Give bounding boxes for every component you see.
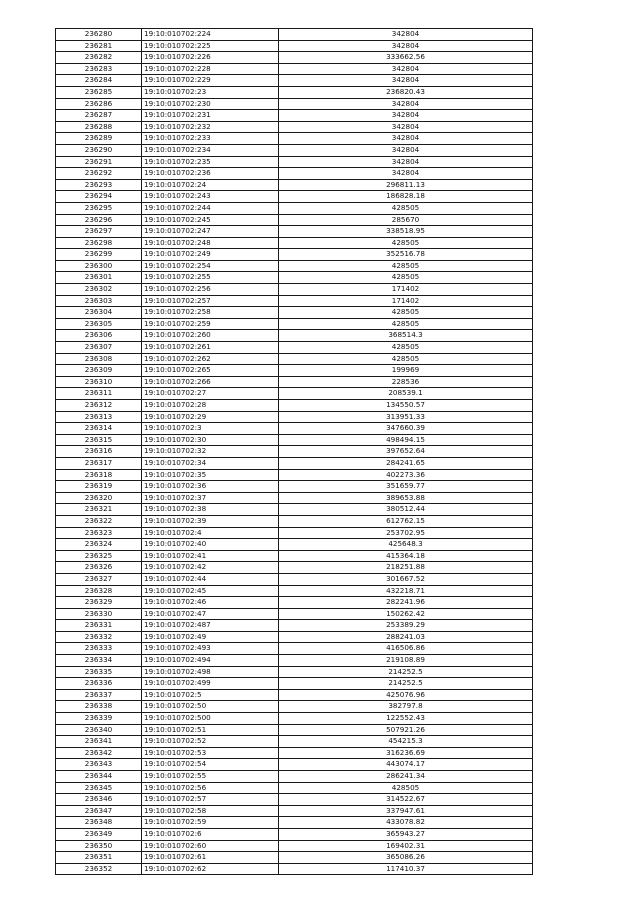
table-row xyxy=(56,631,533,643)
cadastral-number-cell: 19:10:010702:40 xyxy=(142,539,279,551)
value-cell: 342804 xyxy=(279,63,533,75)
table-row xyxy=(56,423,533,435)
cadastral-number-cell: 19:10:010702:244 xyxy=(142,202,279,214)
row-number-cell: 236314 xyxy=(56,423,142,435)
cadastral-number-cell: 19:10:010702:258 xyxy=(142,307,279,319)
table-row xyxy=(56,608,533,620)
row-number-cell: 236348 xyxy=(56,817,142,829)
row-number-cell: 236311 xyxy=(56,388,142,400)
value-cell: 432218.71 xyxy=(279,585,533,597)
cadastral-number-cell: 19:10:010702:494 xyxy=(142,655,279,667)
value-cell: 397652.64 xyxy=(279,446,533,458)
table-row xyxy=(56,400,533,412)
cadastral-number-cell: 19:10:010702:247 xyxy=(142,226,279,238)
cadastral-number-cell: 19:10:010702:50 xyxy=(142,701,279,713)
cadastral-number-cell: 19:10:010702:3 xyxy=(142,423,279,435)
cadastral-number-cell: 19:10:010702:30 xyxy=(142,434,279,446)
value-cell: 428505 xyxy=(279,202,533,214)
row-number-cell: 236310 xyxy=(56,376,142,388)
table-row xyxy=(56,817,533,829)
cadastral-number-cell: 19:10:010702:487 xyxy=(142,620,279,632)
value-cell: 433078.82 xyxy=(279,817,533,829)
row-number-cell: 236287 xyxy=(56,110,142,122)
row-number-cell: 236323 xyxy=(56,527,142,539)
row-number-cell: 236294 xyxy=(56,191,142,203)
value-cell: 253389.29 xyxy=(279,620,533,632)
cadastral-number-cell: 19:10:010702:44 xyxy=(142,573,279,585)
row-number-cell: 236301 xyxy=(56,272,142,284)
value-cell: 443074.17 xyxy=(279,759,533,771)
row-number-cell: 236350 xyxy=(56,840,142,852)
row-number-cell: 236292 xyxy=(56,168,142,180)
table-row xyxy=(56,481,533,493)
cadastral-number-cell: 19:10:010702:230 xyxy=(142,98,279,110)
cadastral-number-cell: 19:10:010702:41 xyxy=(142,550,279,562)
cadastral-number-cell: 19:10:010702:59 xyxy=(142,817,279,829)
value-cell: 347660.39 xyxy=(279,423,533,435)
table-row xyxy=(56,434,533,446)
value-cell: 365086.26 xyxy=(279,852,533,864)
value-cell: 498494.15 xyxy=(279,434,533,446)
table-row xyxy=(56,724,533,736)
row-number-cell: 236349 xyxy=(56,828,142,840)
cadastral-number-cell: 19:10:010702:61 xyxy=(142,852,279,864)
table-row xyxy=(56,585,533,597)
row-number-cell: 236281 xyxy=(56,40,142,52)
value-cell: 288241.03 xyxy=(279,631,533,643)
table-row xyxy=(56,168,533,180)
value-cell: 352516.78 xyxy=(279,249,533,261)
table-row xyxy=(56,295,533,307)
value-cell: 425076.96 xyxy=(279,689,533,701)
table-row xyxy=(56,666,533,678)
row-number-cell: 236328 xyxy=(56,585,142,597)
cadastral-number-cell: 19:10:010702:6 xyxy=(142,828,279,840)
table-row xyxy=(56,249,533,261)
table-row xyxy=(56,191,533,203)
row-number-cell: 236352 xyxy=(56,863,142,875)
cadastral-number-cell: 19:10:010702:49 xyxy=(142,631,279,643)
value-cell: 415364.18 xyxy=(279,550,533,562)
row-number-cell: 236321 xyxy=(56,504,142,516)
cadastral-number-cell: 19:10:010702:57 xyxy=(142,794,279,806)
value-cell: 316236.69 xyxy=(279,747,533,759)
value-cell: 428505 xyxy=(279,237,533,249)
cadastral-number-cell: 19:10:010702:265 xyxy=(142,365,279,377)
cadastral-number-cell: 19:10:010702:498 xyxy=(142,666,279,678)
row-number-cell: 236324 xyxy=(56,539,142,551)
table-row xyxy=(56,527,533,539)
row-number-cell: 236282 xyxy=(56,52,142,64)
table-row xyxy=(56,782,533,794)
cadastral-number-cell: 19:10:010702:233 xyxy=(142,133,279,145)
row-number-cell: 236332 xyxy=(56,631,142,643)
row-number-cell: 236284 xyxy=(56,75,142,87)
value-cell: 428505 xyxy=(279,307,533,319)
row-number-cell: 236302 xyxy=(56,284,142,296)
row-number-cell: 236316 xyxy=(56,446,142,458)
cadastral-number-cell: 19:10:010702:231 xyxy=(142,110,279,122)
cadastral-number-cell: 19:10:010702:35 xyxy=(142,469,279,481)
row-number-cell: 236330 xyxy=(56,608,142,620)
row-number-cell: 236304 xyxy=(56,307,142,319)
value-cell: 342804 xyxy=(279,133,533,145)
row-number-cell: 236305 xyxy=(56,318,142,330)
row-number-cell: 236325 xyxy=(56,550,142,562)
table-row xyxy=(56,133,533,145)
value-cell: 296811.13 xyxy=(279,179,533,191)
cadastral-number-cell: 19:10:010702:256 xyxy=(142,284,279,296)
row-number-cell: 236299 xyxy=(56,249,142,261)
value-cell: 342804 xyxy=(279,98,533,110)
row-number-cell: 236309 xyxy=(56,365,142,377)
cadastral-number-cell: 19:10:010702:39 xyxy=(142,515,279,527)
row-number-cell: 236295 xyxy=(56,202,142,214)
cadastral-number-cell: 19:10:010702:58 xyxy=(142,805,279,817)
cadastral-number-cell: 19:10:010702:245 xyxy=(142,214,279,226)
cadastral-number-cell: 19:10:010702:232 xyxy=(142,121,279,133)
row-number-cell: 236334 xyxy=(56,655,142,667)
cadastral-number-cell: 19:10:010702:248 xyxy=(142,237,279,249)
cadastral-number-cell: 19:10:010702:225 xyxy=(142,40,279,52)
value-cell: 454215.3 xyxy=(279,736,533,748)
cadastral-number-cell: 19:10:010702:226 xyxy=(142,52,279,64)
table-row xyxy=(56,156,533,168)
value-cell: 150262.42 xyxy=(279,608,533,620)
cadastral-number-cell: 19:10:010702:38 xyxy=(142,504,279,516)
row-number-cell: 236297 xyxy=(56,226,142,238)
table-row xyxy=(56,214,533,226)
cadastral-number-cell: 19:10:010702:4 xyxy=(142,527,279,539)
value-cell: 284241.65 xyxy=(279,457,533,469)
table-row xyxy=(56,29,533,41)
value-cell: 253702.95 xyxy=(279,527,533,539)
row-number-cell: 236300 xyxy=(56,260,142,272)
row-number-cell: 236288 xyxy=(56,121,142,133)
value-cell: 134550.57 xyxy=(279,400,533,412)
cadastral-number-cell: 19:10:010702:228 xyxy=(142,63,279,75)
value-cell: 342804 xyxy=(279,144,533,156)
row-number-cell: 236322 xyxy=(56,515,142,527)
value-cell: 382797.8 xyxy=(279,701,533,713)
row-number-cell: 236351 xyxy=(56,852,142,864)
table-row xyxy=(56,353,533,365)
cadastral-number-cell: 19:10:010702:27 xyxy=(142,388,279,400)
table-row xyxy=(56,747,533,759)
table-row xyxy=(56,52,533,64)
table-row xyxy=(56,237,533,249)
row-number-cell: 236346 xyxy=(56,794,142,806)
row-number-cell: 236291 xyxy=(56,156,142,168)
cadastral-number-cell: 19:10:010702:53 xyxy=(142,747,279,759)
row-number-cell: 236326 xyxy=(56,562,142,574)
cadastral-number-cell: 19:10:010702:24 xyxy=(142,179,279,191)
value-cell: 368514.3 xyxy=(279,330,533,342)
table-row xyxy=(56,492,533,504)
row-number-cell: 236338 xyxy=(56,701,142,713)
table-row xyxy=(56,713,533,725)
cadastral-number-cell: 19:10:010702:29 xyxy=(142,411,279,423)
row-number-cell: 236341 xyxy=(56,736,142,748)
row-number-cell: 236313 xyxy=(56,411,142,423)
row-number-cell: 236289 xyxy=(56,133,142,145)
value-cell: 428505 xyxy=(279,260,533,272)
table-row xyxy=(56,86,533,98)
cadastral-number-cell: 19:10:010702:262 xyxy=(142,353,279,365)
row-number-cell: 236329 xyxy=(56,597,142,609)
value-cell: 338518.95 xyxy=(279,226,533,238)
table-row xyxy=(56,40,533,52)
value-cell: 337947.61 xyxy=(279,805,533,817)
value-cell: 428505 xyxy=(279,782,533,794)
table-row xyxy=(56,284,533,296)
table-row xyxy=(56,863,533,875)
table-row xyxy=(56,446,533,458)
table-row xyxy=(56,597,533,609)
cadastral-number-cell: 19:10:010702:254 xyxy=(142,260,279,272)
row-number-cell: 236286 xyxy=(56,98,142,110)
table-row xyxy=(56,365,533,377)
value-cell: 218251.88 xyxy=(279,562,533,574)
value-cell: 428505 xyxy=(279,272,533,284)
row-number-cell: 236347 xyxy=(56,805,142,817)
row-number-cell: 236319 xyxy=(56,481,142,493)
table-row xyxy=(56,457,533,469)
row-number-cell: 236335 xyxy=(56,666,142,678)
value-cell: 117410.37 xyxy=(279,863,533,875)
value-cell: 214252.5 xyxy=(279,678,533,690)
value-cell: 169402.31 xyxy=(279,840,533,852)
row-number-cell: 236285 xyxy=(56,86,142,98)
row-number-cell: 236296 xyxy=(56,214,142,226)
value-cell: 342804 xyxy=(279,168,533,180)
table-row xyxy=(56,376,533,388)
cadastral-number-cell: 19:10:010702:266 xyxy=(142,376,279,388)
cadastral-number-cell: 19:10:010702:54 xyxy=(142,759,279,771)
cadastral-number-cell: 19:10:010702:500 xyxy=(142,713,279,725)
table-row xyxy=(56,98,533,110)
row-number-cell: 236344 xyxy=(56,771,142,783)
row-number-cell: 236306 xyxy=(56,330,142,342)
table-row xyxy=(56,689,533,701)
value-cell: 428505 xyxy=(279,318,533,330)
row-number-cell: 236345 xyxy=(56,782,142,794)
value-cell: 285670 xyxy=(279,214,533,226)
row-number-cell: 236339 xyxy=(56,713,142,725)
value-cell: 342804 xyxy=(279,110,533,122)
table-row xyxy=(56,852,533,864)
row-number-cell: 236336 xyxy=(56,678,142,690)
value-cell: 282241.96 xyxy=(279,597,533,609)
cadastral-number-cell: 19:10:010702:37 xyxy=(142,492,279,504)
table-row xyxy=(56,794,533,806)
value-cell: 214252.5 xyxy=(279,666,533,678)
table-row xyxy=(56,144,533,156)
value-cell: 342804 xyxy=(279,40,533,52)
value-cell: 333662.56 xyxy=(279,52,533,64)
table-row xyxy=(56,330,533,342)
table-row xyxy=(56,771,533,783)
table-row xyxy=(56,573,533,585)
cadastral-number-cell: 19:10:010702:36 xyxy=(142,481,279,493)
value-cell: 428505 xyxy=(279,342,533,354)
row-number-cell: 236317 xyxy=(56,457,142,469)
table-row xyxy=(56,75,533,87)
cadastral-number-cell: 19:10:010702:56 xyxy=(142,782,279,794)
table-row xyxy=(56,562,533,574)
row-number-cell: 236342 xyxy=(56,747,142,759)
row-number-cell: 236290 xyxy=(56,144,142,156)
cadastral-number-cell: 19:10:010702:260 xyxy=(142,330,279,342)
row-number-cell: 236293 xyxy=(56,179,142,191)
row-number-cell: 236318 xyxy=(56,469,142,481)
value-cell: 122552.43 xyxy=(279,713,533,725)
cadastral-number-cell: 19:10:010702:52 xyxy=(142,736,279,748)
value-cell: 380512.44 xyxy=(279,504,533,516)
cadastral-number-cell: 19:10:010702:236 xyxy=(142,168,279,180)
table-row xyxy=(56,701,533,713)
cadastral-number-cell: 19:10:010702:34 xyxy=(142,457,279,469)
value-cell: 186828.18 xyxy=(279,191,533,203)
table-row xyxy=(56,272,533,284)
value-cell: 428505 xyxy=(279,353,533,365)
table-row xyxy=(56,469,533,481)
value-cell: 286241.34 xyxy=(279,771,533,783)
row-number-cell: 236307 xyxy=(56,342,142,354)
row-number-cell: 236333 xyxy=(56,643,142,655)
row-number-cell: 236280 xyxy=(56,29,142,41)
table-row xyxy=(56,342,533,354)
table-row xyxy=(56,805,533,817)
cadastral-number-cell: 19:10:010702:257 xyxy=(142,295,279,307)
value-cell: 402273.36 xyxy=(279,469,533,481)
table-row xyxy=(56,840,533,852)
table-row xyxy=(56,202,533,214)
cadastral-number-cell: 19:10:010702:51 xyxy=(142,724,279,736)
cadastral-number-cell: 19:10:010702:23 xyxy=(142,86,279,98)
cadastral-number-cell: 19:10:010702:261 xyxy=(142,342,279,354)
table-body xyxy=(56,29,533,875)
table-row xyxy=(56,63,533,75)
row-number-cell: 236312 xyxy=(56,400,142,412)
value-cell: 171402 xyxy=(279,284,533,296)
value-cell: 416506.86 xyxy=(279,643,533,655)
value-cell: 342804 xyxy=(279,75,533,87)
value-cell: 342804 xyxy=(279,121,533,133)
cadastral-number-cell: 19:10:010702:234 xyxy=(142,144,279,156)
row-number-cell: 236320 xyxy=(56,492,142,504)
table-row xyxy=(56,179,533,191)
row-number-cell: 236327 xyxy=(56,573,142,585)
cadastral-number-cell: 19:10:010702:28 xyxy=(142,400,279,412)
table-row xyxy=(56,655,533,667)
value-cell: 301667.52 xyxy=(279,573,533,585)
value-cell: 342804 xyxy=(279,29,533,41)
value-cell: 365943.27 xyxy=(279,828,533,840)
row-number-cell: 236283 xyxy=(56,63,142,75)
table-row xyxy=(56,226,533,238)
cadastral-number-cell: 19:10:010702:5 xyxy=(142,689,279,701)
row-number-cell: 236331 xyxy=(56,620,142,632)
value-cell: 612762.15 xyxy=(279,515,533,527)
cadastral-number-cell: 19:10:010702:47 xyxy=(142,608,279,620)
cadastral-number-cell: 19:10:010702:60 xyxy=(142,840,279,852)
value-cell: 236820.43 xyxy=(279,86,533,98)
table-row xyxy=(56,121,533,133)
value-cell: 342804 xyxy=(279,156,533,168)
cadastral-number-cell: 19:10:010702:45 xyxy=(142,585,279,597)
cadastral-number-cell: 19:10:010702:42 xyxy=(142,562,279,574)
value-cell: 219108.89 xyxy=(279,655,533,667)
value-cell: 507921.26 xyxy=(279,724,533,736)
value-cell: 171402 xyxy=(279,295,533,307)
row-number-cell: 236343 xyxy=(56,759,142,771)
value-cell: 208539.1 xyxy=(279,388,533,400)
data-table xyxy=(55,28,533,875)
table-row xyxy=(56,736,533,748)
table-row xyxy=(56,318,533,330)
cadastral-number-cell: 19:10:010702:493 xyxy=(142,643,279,655)
table-row xyxy=(56,307,533,319)
value-cell: 425648.3 xyxy=(279,539,533,551)
table-row xyxy=(56,759,533,771)
table-row xyxy=(56,678,533,690)
cadastral-number-cell: 19:10:010702:259 xyxy=(142,318,279,330)
row-number-cell: 236340 xyxy=(56,724,142,736)
cadastral-number-cell: 19:10:010702:229 xyxy=(142,75,279,87)
cadastral-number-cell: 19:10:010702:32 xyxy=(142,446,279,458)
value-cell: 314522.67 xyxy=(279,794,533,806)
cadastral-number-cell: 19:10:010702:55 xyxy=(142,771,279,783)
row-number-cell: 236303 xyxy=(56,295,142,307)
table-row xyxy=(56,620,533,632)
value-cell: 313951.33 xyxy=(279,411,533,423)
cadastral-number-cell: 19:10:010702:62 xyxy=(142,863,279,875)
cadastral-number-cell: 19:10:010702:255 xyxy=(142,272,279,284)
row-number-cell: 236308 xyxy=(56,353,142,365)
table-row xyxy=(56,504,533,516)
cadastral-number-cell: 19:10:010702:46 xyxy=(142,597,279,609)
value-cell: 199969 xyxy=(279,365,533,377)
cadastral-number-cell: 19:10:010702:235 xyxy=(142,156,279,168)
table-row xyxy=(56,411,533,423)
table-row xyxy=(56,828,533,840)
table-row xyxy=(56,515,533,527)
cadastral-number-cell: 19:10:010702:224 xyxy=(142,29,279,41)
table-row xyxy=(56,388,533,400)
table-row xyxy=(56,550,533,562)
cadastral-number-cell: 19:10:010702:243 xyxy=(142,191,279,203)
value-cell: 351659.77 xyxy=(279,481,533,493)
cadastral-number-cell: 19:10:010702:249 xyxy=(142,249,279,261)
value-cell: 228536 xyxy=(279,376,533,388)
cadastral-number-cell: 19:10:010702:499 xyxy=(142,678,279,690)
table-row xyxy=(56,539,533,551)
row-number-cell: 236298 xyxy=(56,237,142,249)
table-row xyxy=(56,260,533,272)
table-row xyxy=(56,110,533,122)
row-number-cell: 236337 xyxy=(56,689,142,701)
row-number-cell: 236315 xyxy=(56,434,142,446)
table-row xyxy=(56,643,533,655)
value-cell: 389653.88 xyxy=(279,492,533,504)
